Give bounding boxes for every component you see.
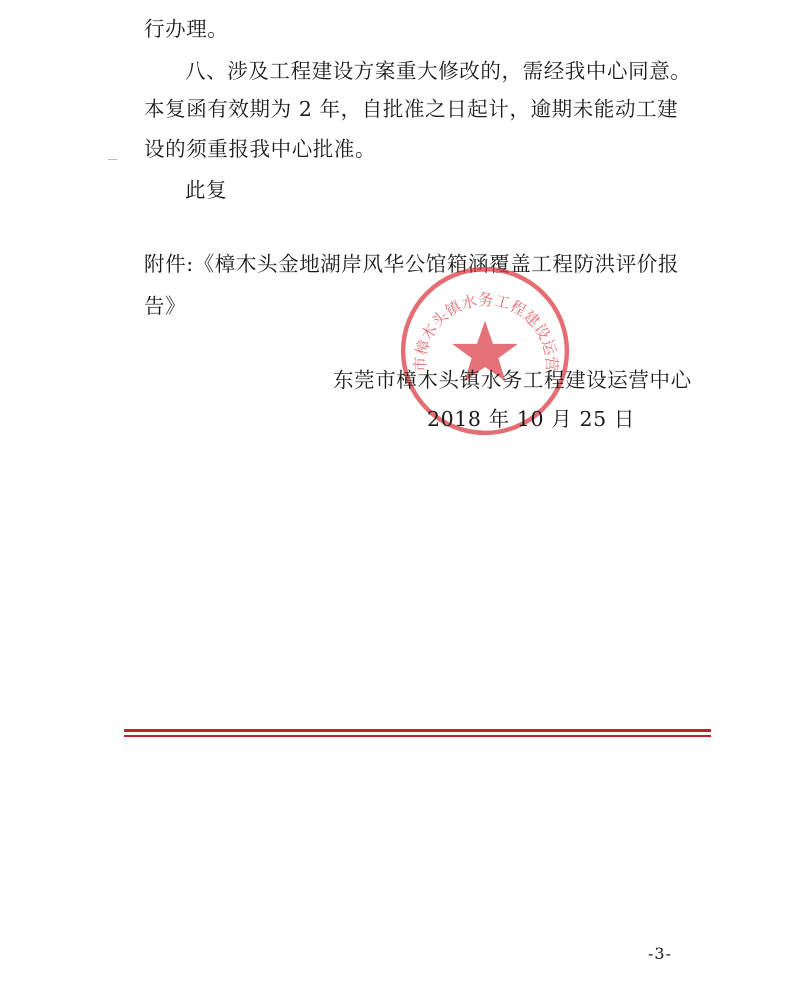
red-divider-thick bbox=[124, 729, 711, 732]
page-number: -3- bbox=[648, 944, 672, 963]
attachment-line-1: 附件:《樟木头金地湖岸风华公馆箱涵覆盖工程防洪评价报 bbox=[144, 252, 680, 276]
signature-date: 2018 年 10 月 25 日 bbox=[427, 407, 636, 431]
svg-text:东莞市樟木头镇水务工程建设运营中心: 市樟木头镇水务工程建设运营 bbox=[411, 291, 561, 373]
body-line-3: 本复函有效期为 2 年，自批准之日起计，逾期未能动工建 bbox=[144, 97, 679, 121]
body-line-2: 八、涉及工程建设方案重大修改的，需经我中心同意。 bbox=[185, 59, 692, 83]
attachment-line-2: 告》 bbox=[144, 294, 187, 318]
closing-remark: 此复 bbox=[185, 178, 228, 202]
signature-organization: 东莞市樟木头镇水务工程建设运营中心 bbox=[333, 368, 692, 392]
body-line-4: 设的须重报我中心批准。 bbox=[144, 137, 377, 161]
body-line-1: 行办理。 bbox=[144, 17, 229, 41]
margin-mark bbox=[108, 159, 117, 160]
red-divider-thin bbox=[124, 735, 711, 737]
